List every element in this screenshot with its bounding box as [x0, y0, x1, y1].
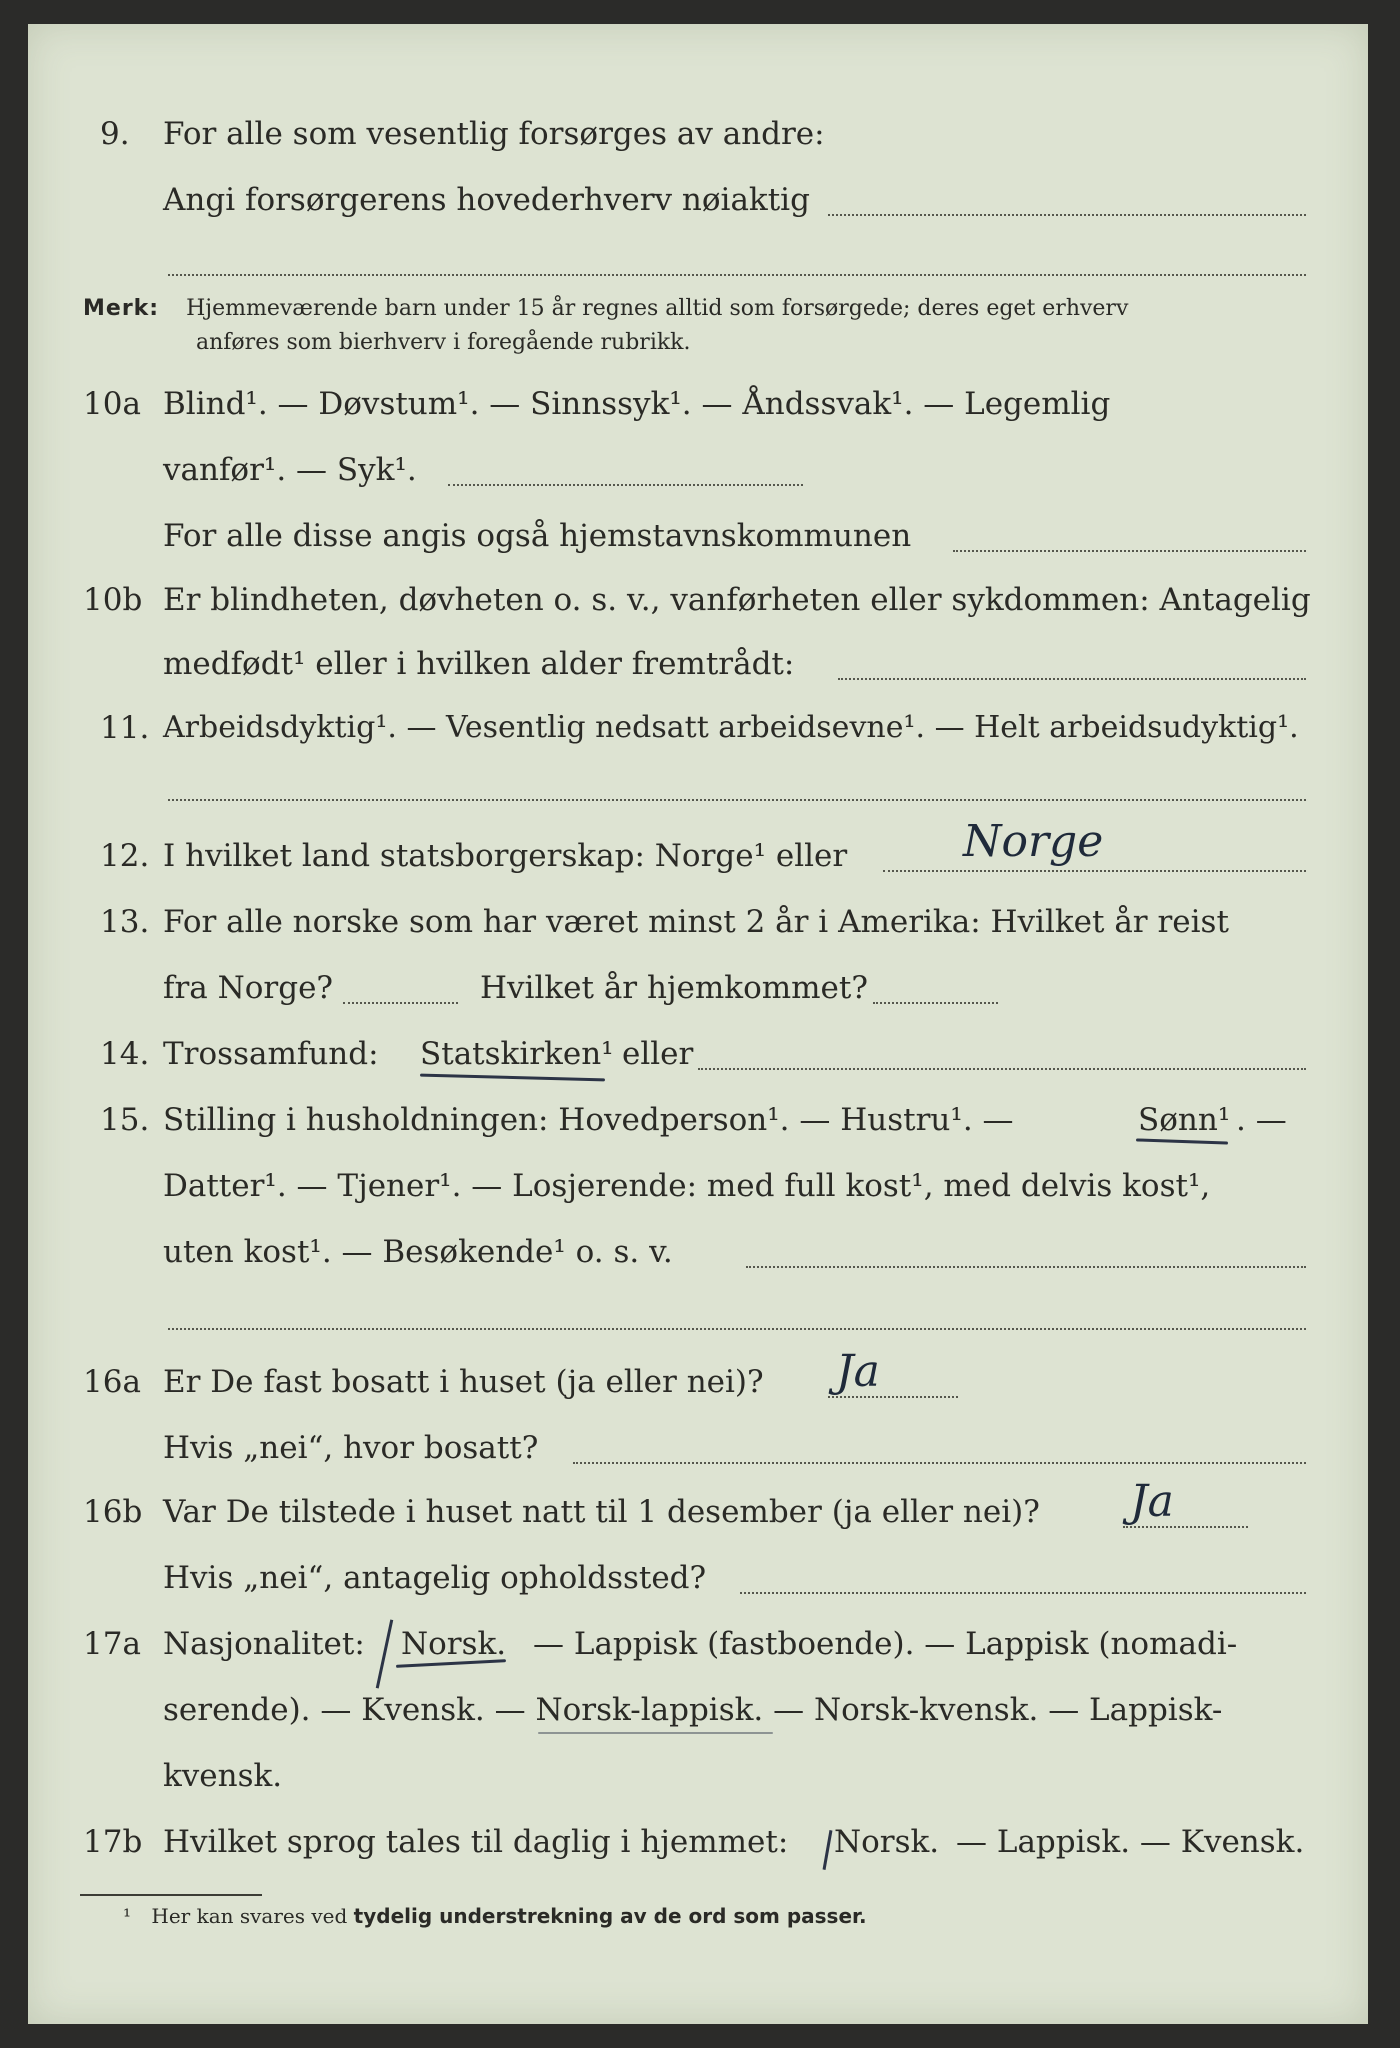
q10a-answer-field[interactable]: [448, 484, 803, 486]
q10a-number: 10a: [83, 386, 141, 422]
q17b-text-rest: — Lappisk. — Kvensk.: [956, 1824, 1305, 1860]
merk-text2: anføres som bierhverv i foregående rubrikk.: [196, 330, 691, 355]
q10b-number: 10b: [83, 582, 143, 618]
footnote-mark: ¹: [123, 1904, 132, 1928]
q13-text2a: fra Norge?: [163, 970, 334, 1006]
q15-extra-field[interactable]: [168, 1328, 1306, 1330]
q16a-text2: Hvis „nei“, hvor bosatt?: [163, 1430, 539, 1466]
q9-extra-field[interactable]: [168, 274, 1306, 276]
q11-number: 11.: [100, 710, 150, 746]
footnote-rule: [80, 1894, 262, 1896]
q17a-text2: serende). — Kvensk. — Norsk-lappisk. — Norsk-kvensk. — Lappisk-: [163, 1692, 1223, 1728]
q10b-answer-field[interactable]: [838, 678, 1306, 680]
q16a-text1: Er De fast bosatt i huset (ja eller nei)?: [163, 1364, 764, 1400]
q15-answer-field[interactable]: [746, 1266, 1306, 1268]
q9-answer-field[interactable]: [828, 214, 1306, 216]
q17b-label: Hvilket sprog tales til daglig i hjemmet:: [163, 1824, 789, 1860]
q14-underline-mark: [420, 1074, 605, 1082]
q17b-check-mark: [823, 1830, 833, 1870]
q10a-kommune-field[interactable]: [953, 550, 1306, 552]
q14-label: Trossamfund:: [163, 1036, 379, 1072]
merk-text1: Hjemmeværende barn under 15 år regnes alltid som forsørgede; deres eget erhverv: [186, 296, 1129, 321]
q16b-handwritten-answer: Ja: [1130, 1476, 1174, 1527]
q13-hjemkommet-field[interactable]: [873, 1002, 998, 1004]
q9-text1: For alle som vesentlig forsørges av andre:: [163, 116, 825, 152]
q14-answer-field[interactable]: [698, 1068, 1306, 1070]
q17a-label: Nasjonalitet:: [163, 1626, 365, 1662]
q17a-number: 17a: [83, 1626, 141, 1662]
q17a-text3: kvensk.: [163, 1758, 283, 1794]
q10b-text1: Er blindheten, døvheten o. s. v., vanførheten eller sykdommen: Antagelig: [163, 582, 1311, 618]
q14-option-statskirken[interactable]: Statskirken¹: [420, 1036, 614, 1072]
q12-text1: I hvilket land statsborgerskap: Norge¹ eller: [163, 838, 848, 874]
q15-text1c: . —: [1236, 1102, 1287, 1138]
q15-text3: uten kost¹. — Besøkende¹ o. s. v.: [163, 1234, 673, 1270]
q16b-text1: Var De tilstede i huset natt til 1 desember (ja eller nei)?: [163, 1494, 1040, 1530]
footnote-text1: Her kan svares ved: [151, 1904, 348, 1928]
footnote-text2: tydelig understrekning av de ord som passer.: [353, 1904, 867, 1928]
q13-reist-field[interactable]: [343, 1002, 458, 1004]
q13-text2b: Hvilket år hjemkommet?: [480, 970, 868, 1006]
q15-text1a: Stilling i husholdningen: Hovedperson¹. — Hustru¹. —: [163, 1102, 1014, 1138]
q12-handwritten-answer: Norge: [963, 816, 1104, 867]
q17a-faint-underline: [538, 1732, 773, 1734]
merk-note: [83, 292, 1128, 326]
q14-text-eller: eller: [622, 1036, 694, 1072]
q15-underline-mark: [1136, 1138, 1228, 1144]
q17b-option-norsk[interactable]: Norsk.: [834, 1824, 940, 1860]
q10b-text2: medfødt¹ eller i hvilken alder fremtrådt:: [163, 646, 795, 682]
q11-text1: Arbeidsdyktig¹. — Vesentlig nedsatt arbeidsevne¹. — Helt arbeidsudyktig¹.: [163, 710, 1299, 745]
q16a-bosatt-field[interactable]: [573, 1462, 1306, 1464]
footnote: [123, 1904, 867, 1928]
q17b-number: 17b: [83, 1824, 143, 1860]
q11-answer-field[interactable]: [168, 799, 1306, 801]
q16b-opholdssted-field[interactable]: [740, 1592, 1306, 1594]
q15-text2: Datter¹. — Tjener¹. — Losjerende: med full kost¹, med delvis kost¹,: [163, 1168, 1211, 1204]
q12-number: 12.: [100, 838, 150, 874]
q16b-text2: Hvis „nei“, antagelig opholdssted?: [163, 1560, 707, 1596]
q17a-text1rest: — Lappisk (fastboende). — Lappisk (nomadi-: [533, 1626, 1238, 1662]
q14-number: 14.: [100, 1036, 150, 1072]
merk-label: Merk:: [83, 296, 160, 321]
q10a-text2: vanfør¹. — Syk¹.: [163, 452, 417, 488]
q16b-number: 16b: [83, 1494, 143, 1530]
q13-text1: For alle norske som har været minst 2 år i Amerika: Hvilket år reist: [163, 904, 1229, 940]
q12-answer-field[interactable]: [883, 870, 1306, 872]
census-form-page: [28, 24, 1368, 2024]
q9-number: 9.: [100, 116, 130, 152]
q15-option-sonn[interactable]: Sønn¹: [1138, 1102, 1231, 1138]
q10a-text1: Blind¹. — Døvstum¹. — Sinnssyk¹. — Åndssvak¹. — Legemlig: [163, 386, 1111, 422]
q16a-number: 16a: [83, 1364, 141, 1400]
q13-number: 13.: [100, 904, 150, 940]
q15-number: 15.: [100, 1102, 150, 1138]
q10a-text3: For alle disse angis også hjemstavnskommunen: [163, 518, 912, 554]
q17a-option-norsk[interactable]: Norsk.: [401, 1626, 507, 1662]
q17a-check-mark: [376, 1619, 393, 1688]
q9-text2: Angi forsørgerens hovederhverv nøiaktig: [163, 182, 810, 218]
merk-note-line2: [196, 326, 691, 360]
q16a-handwritten-answer: Ja: [836, 1346, 880, 1397]
